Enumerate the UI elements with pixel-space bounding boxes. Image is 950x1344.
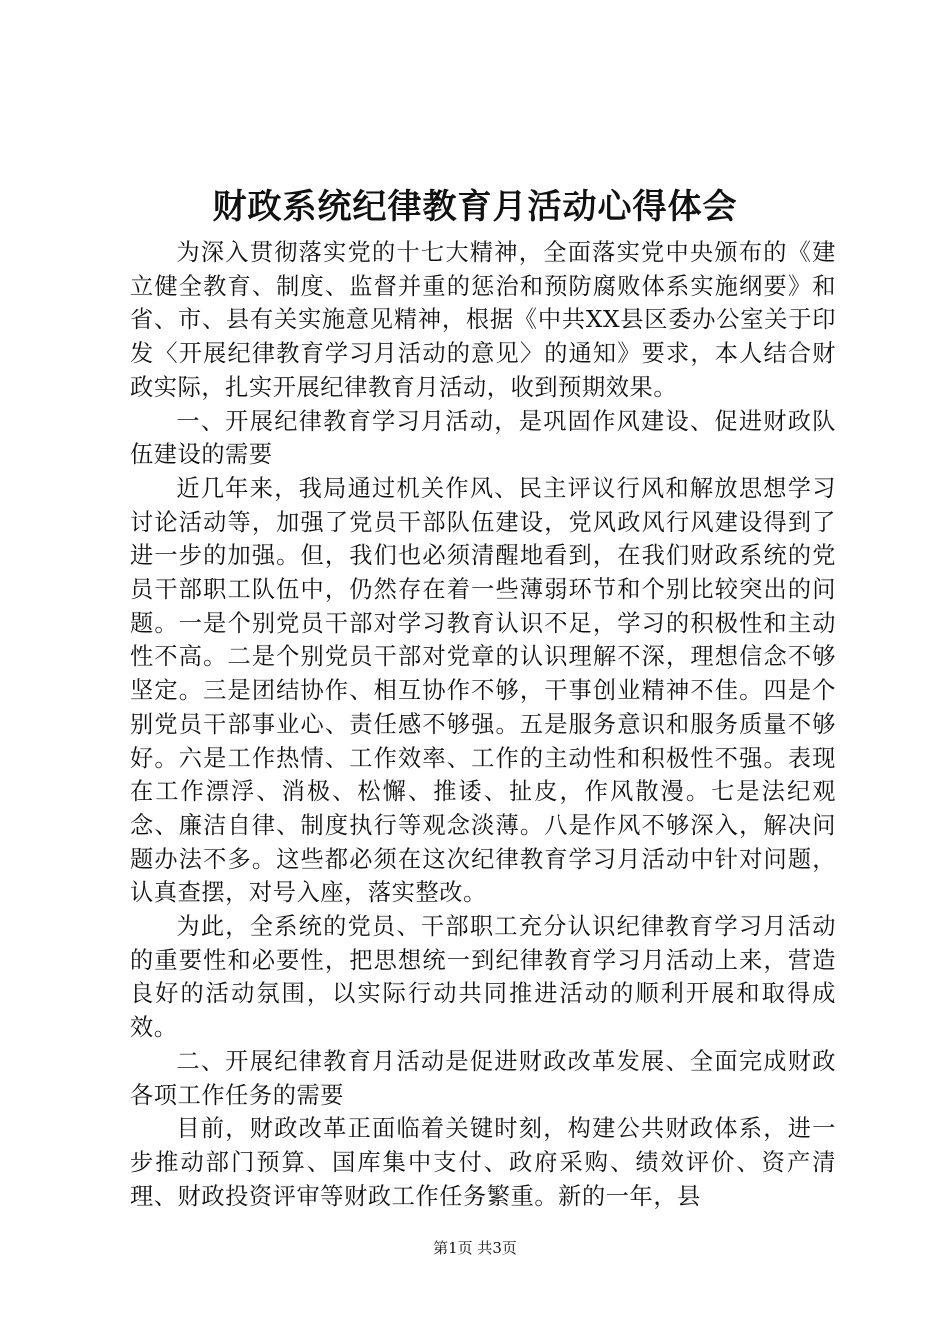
paragraph-current: 目前，财政改革正面临着关键时刻，构建公共财政体系，进一步推动部门预算、国库集中支付、政府采购、绩效评价、资产清理、财政投资评审等财政工作任务繁重。新的一年，县 [130, 1115, 836, 1210]
document-title: 财政系统纪律教育月活动心得体会 [212, 187, 738, 227]
paragraph-therefore: 为此，全系统的党员、干部职工充分认识纪律教育学习月活动的重要性和必要性，把思想统一到纪律教育学习月活动上来，营造良好的活动氛围，以实际行动共同推进活动的顺利开展和取得成效。 [130, 913, 836, 1042]
document-body [130, 236, 836, 1213]
paragraph-problems: 近几年来，我局通过机关作风、民主评议行风和解放思想学习讨论活动等，加强了党员干部队伍建设，党风政风行风建设得到了进一步的加强。但，我们也必须清醒地看到，在我们财政系统的党员干部职工队伍中，仍然存在着一些薄弱环节和个别比较突出的问题。一是个别党员干部对学习教育认识不足，学习的积极性和主动性不高。二是个别党员干部对党章的认识理解不深，理想信念不够坚定。三是团结协作、相互协作不够，干事创业精神不佳。四是个别党员干部事业心、责任感不够强。五是服务意识和服务质量不够好。六是工作热情、工作效率、工作的主动性和积极性不强。表现在工作漂浮、消极、松懈、推诿、扯皮，作风散漫。七是法纪观念、廉洁自律、制度执行等观念淡薄。八是作风不够深入，解决问题办法不多。这些都必须在这次纪律教育学习月活动中针对问题，认真查摆，对号入座，落实整改。 [130, 474, 836, 907]
paragraph-intro: 为深入贯彻落实党的十七大精神，全面落实党中央颁布的《建立健全教育、制度、监督并重的惩治和预防腐败体系实施纲要》和省、市、县有关实施意见精神，根据《中共XX县区委办公室关于印发〈开展纪律教育学习月活动的意见〉的通知》要求，本人结合财政实际，扎实开展纪律教育月活动，收到预期效果。 [130, 239, 836, 401]
section-heading-1: 一、开展纪律教育学习月活动，是巩固作风建设、促进财政队伍建设的需要 [130, 407, 836, 469]
page-footer: 第1页 共3页 [433, 1239, 517, 1257]
section-heading-2: 二、开展纪律教育月活动是促进财政改革发展、全面完成财政各项工作任务的需要 [130, 1047, 836, 1109]
